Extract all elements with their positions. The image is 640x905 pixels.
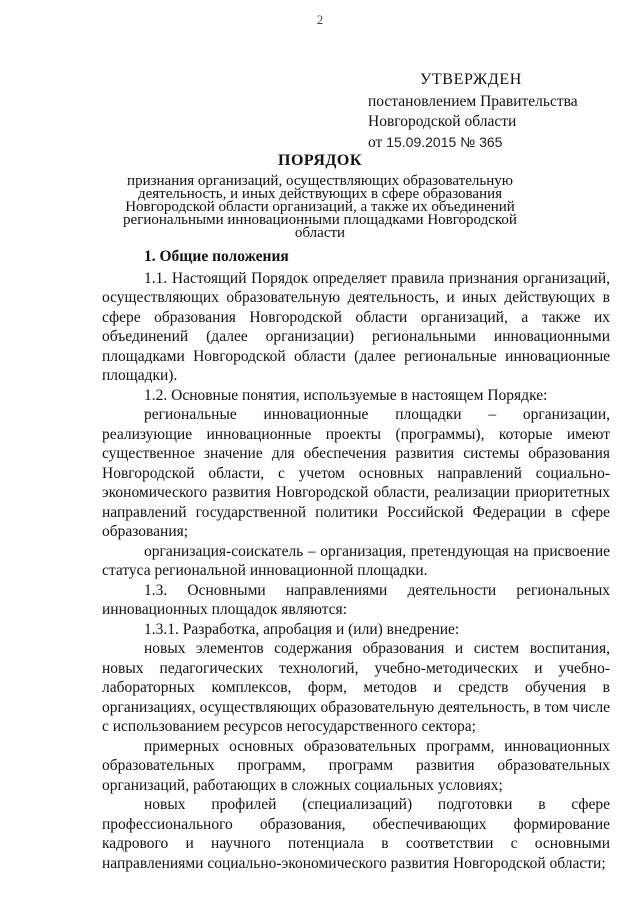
paragraph: 1.3. Основными направлениями деятельности региональных инновационных площадок являются: [102, 581, 610, 618]
paragraph: новых профилей (специализаций) подготовки в сфере профессионального образования, обеспечивающих формирование кадрового и научного потенциала в соответствии с основными направлениями социально-экономического развития Новгородской области; [102, 796, 610, 872]
paragraph: 1.3.1. Разработка, апробация и (или) внедрение: [144, 620, 460, 638]
document-title: ПОРЯДОК [278, 152, 362, 169]
paragraph: 1.1. Настоящий Порядок определяет правила признания организаций, осуществляющих образовательную деятельность, и иных действующих в сфере образования Новгородской области организаций, а также их объединений (далее организации) региональными инновационными площадками Новгородской области (далее региональные инновационные площадки). [102, 269, 610, 384]
approval-line-1: постановлением Правительства [368, 93, 578, 110]
approval-date-line [368, 132, 578, 153]
paragraph: организация-соискатель – организация, претендующая на присвоение статуса региональной инновационной площадки. [102, 542, 610, 579]
paragraph: примерных основных образовательных программ, инновационных образовательных программ, программ развития образовательных организаций, работающих в сложных социальных условиях; [102, 737, 610, 794]
paragraph: 1.2. Основные понятия, используемые в настоящем Порядке: [144, 386, 548, 404]
approval-line-2: Новгородской области [368, 113, 517, 130]
section-heading: 1. Общие положения [144, 248, 289, 265]
page-number: 2 [316, 12, 324, 27]
document-subtitle: признания организаций, осуществляющих образовательную деятельность, и иных действующих в сфере образования Новгородской области организаций, а также их объединений региональными инновационными площадками Новгородской области [123, 173, 517, 241]
paragraph: новых элементов содержания образования и систем воспитания, новых педагогических технологий, учебно-методических и учебно-лабораторных комплексов, форм, методов и средств обучения в организациях, осуществляющих образовательную деятельность, в том числе с использованием ресурсов негосударственного сектора; [102, 640, 610, 735]
approval-title: УТВЕРЖДЕН [420, 71, 522, 88]
paragraph: региональные инновационные площадки – организации, реализующие инновационные проекты (программы), которые имеют существенное значение для обеспечения развития системы образования Новгородской области, с учетом основных направлений социально-экономического развития Новгородской области, реализации приоритетных направлений государственной политики Российской Федерации в сфере образования; [102, 406, 610, 540]
approval-block [368, 70, 578, 153]
document-body [102, 247, 610, 873]
approval-date-value: 15.09.2015 № 365 [386, 134, 503, 150]
approval-date-prefix: от [368, 134, 383, 151]
